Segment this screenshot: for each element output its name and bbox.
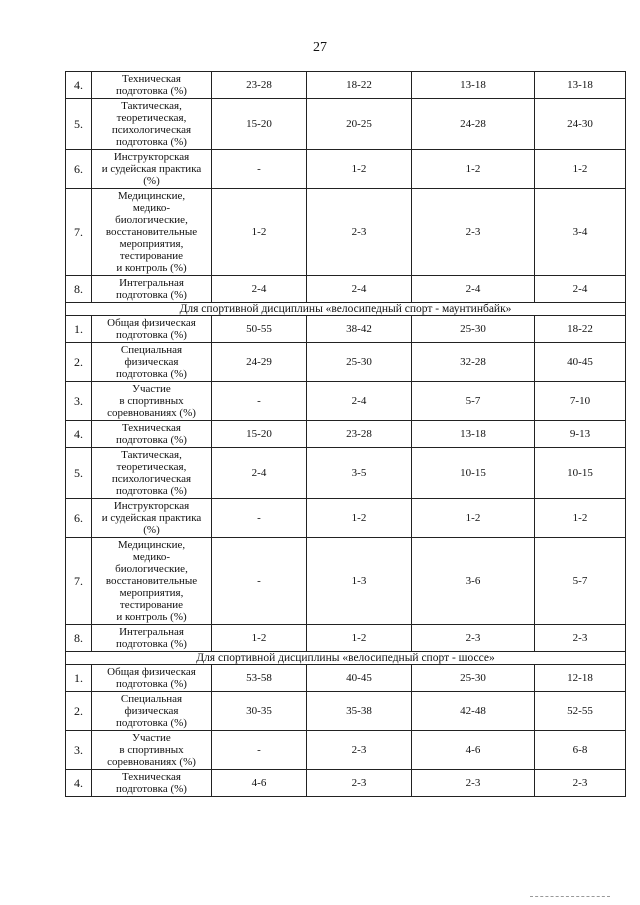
value-cell: 2-3 xyxy=(307,189,412,276)
training-type-cell: Медицинские, медико- биологические, восстановительные мероприятия, тестирование и контроль (%) xyxy=(92,189,212,276)
value-cell: 9-13 xyxy=(535,421,626,448)
training-type-cell: Тактическая, теоретическая, психологическая подготовка (%) xyxy=(92,448,212,499)
training-type-cell: Техническая подготовка (%) xyxy=(92,421,212,448)
section-header-row xyxy=(66,652,626,665)
section-title: Для спортивной дисциплины «велосипедный спорт - маунтинбайк» xyxy=(66,303,626,316)
table-row xyxy=(66,448,626,499)
value-cell: 1-2 xyxy=(307,499,412,538)
training-norms-table xyxy=(65,71,626,797)
value-cell: 50-55 xyxy=(212,316,307,343)
value-cell: 15-20 xyxy=(212,99,307,150)
value-cell: 2-4 xyxy=(212,276,307,303)
training-type-cell: Тактическая, теоретическая, психологическая подготовка (%) xyxy=(92,99,212,150)
row-number: 5. xyxy=(66,99,92,150)
section-header-row xyxy=(66,303,626,316)
value-cell: 25-30 xyxy=(412,665,535,692)
training-type-cell: Интегральная подготовка (%) xyxy=(92,625,212,652)
table-row xyxy=(66,499,626,538)
training-type-cell: Общая физическая подготовка (%) xyxy=(92,665,212,692)
value-cell: 2-3 xyxy=(307,770,412,797)
training-type-cell: Медицинские, медико- биологические, восстановительные мероприятия, тестирование и контроль (%) xyxy=(92,538,212,625)
value-cell: 2-4 xyxy=(307,276,412,303)
value-cell: 23-28 xyxy=(307,421,412,448)
row-number: 8. xyxy=(66,276,92,303)
value-cell: - xyxy=(212,150,307,189)
section-title: Для спортивной дисциплины «велосипедный спорт - шоссе» xyxy=(66,652,626,665)
training-type-cell: Инструкторская и судейская практика (%) xyxy=(92,150,212,189)
value-cell: 1-2 xyxy=(212,625,307,652)
training-type-cell: Участие в спортивных соревнованиях (%) xyxy=(92,382,212,421)
table-row xyxy=(66,625,626,652)
value-cell: - xyxy=(212,731,307,770)
table-row xyxy=(66,99,626,150)
value-cell: - xyxy=(212,382,307,421)
value-cell: 3-4 xyxy=(535,189,626,276)
row-number: 2. xyxy=(66,692,92,731)
row-number: 6. xyxy=(66,499,92,538)
training-type-cell: Специальная физическая подготовка (%) xyxy=(92,343,212,382)
training-type-cell: Техническая подготовка (%) xyxy=(92,770,212,797)
value-cell: 30-35 xyxy=(212,692,307,731)
row-number: 7. xyxy=(66,189,92,276)
value-cell: 7-10 xyxy=(535,382,626,421)
value-cell: 13-18 xyxy=(412,421,535,448)
value-cell: 32-28 xyxy=(412,343,535,382)
row-number: 3. xyxy=(66,382,92,421)
value-cell: 10-15 xyxy=(535,448,626,499)
value-cell: 42-48 xyxy=(412,692,535,731)
training-type-cell: Инструкторская и судейская практика (%) xyxy=(92,499,212,538)
value-cell: 38-42 xyxy=(307,316,412,343)
value-cell: 53-58 xyxy=(212,665,307,692)
row-number: 4. xyxy=(66,770,92,797)
row-number: 7. xyxy=(66,538,92,625)
value-cell: 2-3 xyxy=(412,770,535,797)
value-cell: 1-2 xyxy=(535,499,626,538)
row-number: 1. xyxy=(66,316,92,343)
value-cell: 4-6 xyxy=(412,731,535,770)
value-cell: 12-18 xyxy=(535,665,626,692)
table-row xyxy=(66,72,626,99)
value-cell: 3-6 xyxy=(412,538,535,625)
value-cell: 25-30 xyxy=(412,316,535,343)
scan-artifact xyxy=(530,896,610,899)
value-cell: 1-2 xyxy=(307,625,412,652)
value-cell: 2-4 xyxy=(307,382,412,421)
value-cell: 6-8 xyxy=(535,731,626,770)
value-cell: - xyxy=(212,538,307,625)
row-number: 1. xyxy=(66,665,92,692)
value-cell: 2-4 xyxy=(212,448,307,499)
value-cell: 1-2 xyxy=(535,150,626,189)
training-type-cell: Общая физическая подготовка (%) xyxy=(92,316,212,343)
value-cell: 40-45 xyxy=(307,665,412,692)
value-cell: 2-3 xyxy=(307,731,412,770)
table-row xyxy=(66,316,626,343)
training-type-cell: Техническая подготовка (%) xyxy=(92,72,212,99)
value-cell: 1-3 xyxy=(307,538,412,625)
value-cell: 15-20 xyxy=(212,421,307,448)
table-row xyxy=(66,189,626,276)
table-row xyxy=(66,382,626,421)
value-cell: 4-6 xyxy=(212,770,307,797)
value-cell: 13-18 xyxy=(535,72,626,99)
training-type-cell: Участие в спортивных соревнованиях (%) xyxy=(92,731,212,770)
value-cell: 3-5 xyxy=(307,448,412,499)
table-row xyxy=(66,421,626,448)
row-number: 4. xyxy=(66,72,92,99)
table-row xyxy=(66,343,626,382)
value-cell: 24-28 xyxy=(412,99,535,150)
value-cell: 2-3 xyxy=(412,189,535,276)
training-type-cell: Интегральная подготовка (%) xyxy=(92,276,212,303)
value-cell: 2-3 xyxy=(535,770,626,797)
row-number: 8. xyxy=(66,625,92,652)
value-cell: 52-55 xyxy=(535,692,626,731)
row-number: 5. xyxy=(66,448,92,499)
value-cell: 23-28 xyxy=(212,72,307,99)
value-cell: 1-2 xyxy=(412,499,535,538)
row-number: 3. xyxy=(66,731,92,770)
value-cell: 5-7 xyxy=(412,382,535,421)
value-cell: 25-30 xyxy=(307,343,412,382)
value-cell: 2-4 xyxy=(535,276,626,303)
table-row xyxy=(66,665,626,692)
value-cell: 2-4 xyxy=(412,276,535,303)
row-number: 6. xyxy=(66,150,92,189)
table-row xyxy=(66,770,626,797)
row-number: 4. xyxy=(66,421,92,448)
value-cell: 35-38 xyxy=(307,692,412,731)
value-cell: 1-2 xyxy=(412,150,535,189)
table-row xyxy=(66,276,626,303)
table-row xyxy=(66,538,626,625)
row-number: 2. xyxy=(66,343,92,382)
value-cell: 10-15 xyxy=(412,448,535,499)
value-cell: 24-30 xyxy=(535,99,626,150)
table-row xyxy=(66,150,626,189)
training-type-cell: Специальная физическая подготовка (%) xyxy=(92,692,212,731)
value-cell: 13-18 xyxy=(412,72,535,99)
value-cell: 18-22 xyxy=(307,72,412,99)
value-cell: 2-3 xyxy=(535,625,626,652)
page-number: 27 xyxy=(313,40,327,55)
value-cell: 5-7 xyxy=(535,538,626,625)
table-row xyxy=(66,731,626,770)
value-cell: 20-25 xyxy=(307,99,412,150)
value-cell: 1-2 xyxy=(212,189,307,276)
table-row xyxy=(66,692,626,731)
value-cell: 18-22 xyxy=(535,316,626,343)
value-cell: 2-3 xyxy=(412,625,535,652)
value-cell: - xyxy=(212,499,307,538)
value-cell: 1-2 xyxy=(307,150,412,189)
value-cell: 40-45 xyxy=(535,343,626,382)
value-cell: 24-29 xyxy=(212,343,307,382)
